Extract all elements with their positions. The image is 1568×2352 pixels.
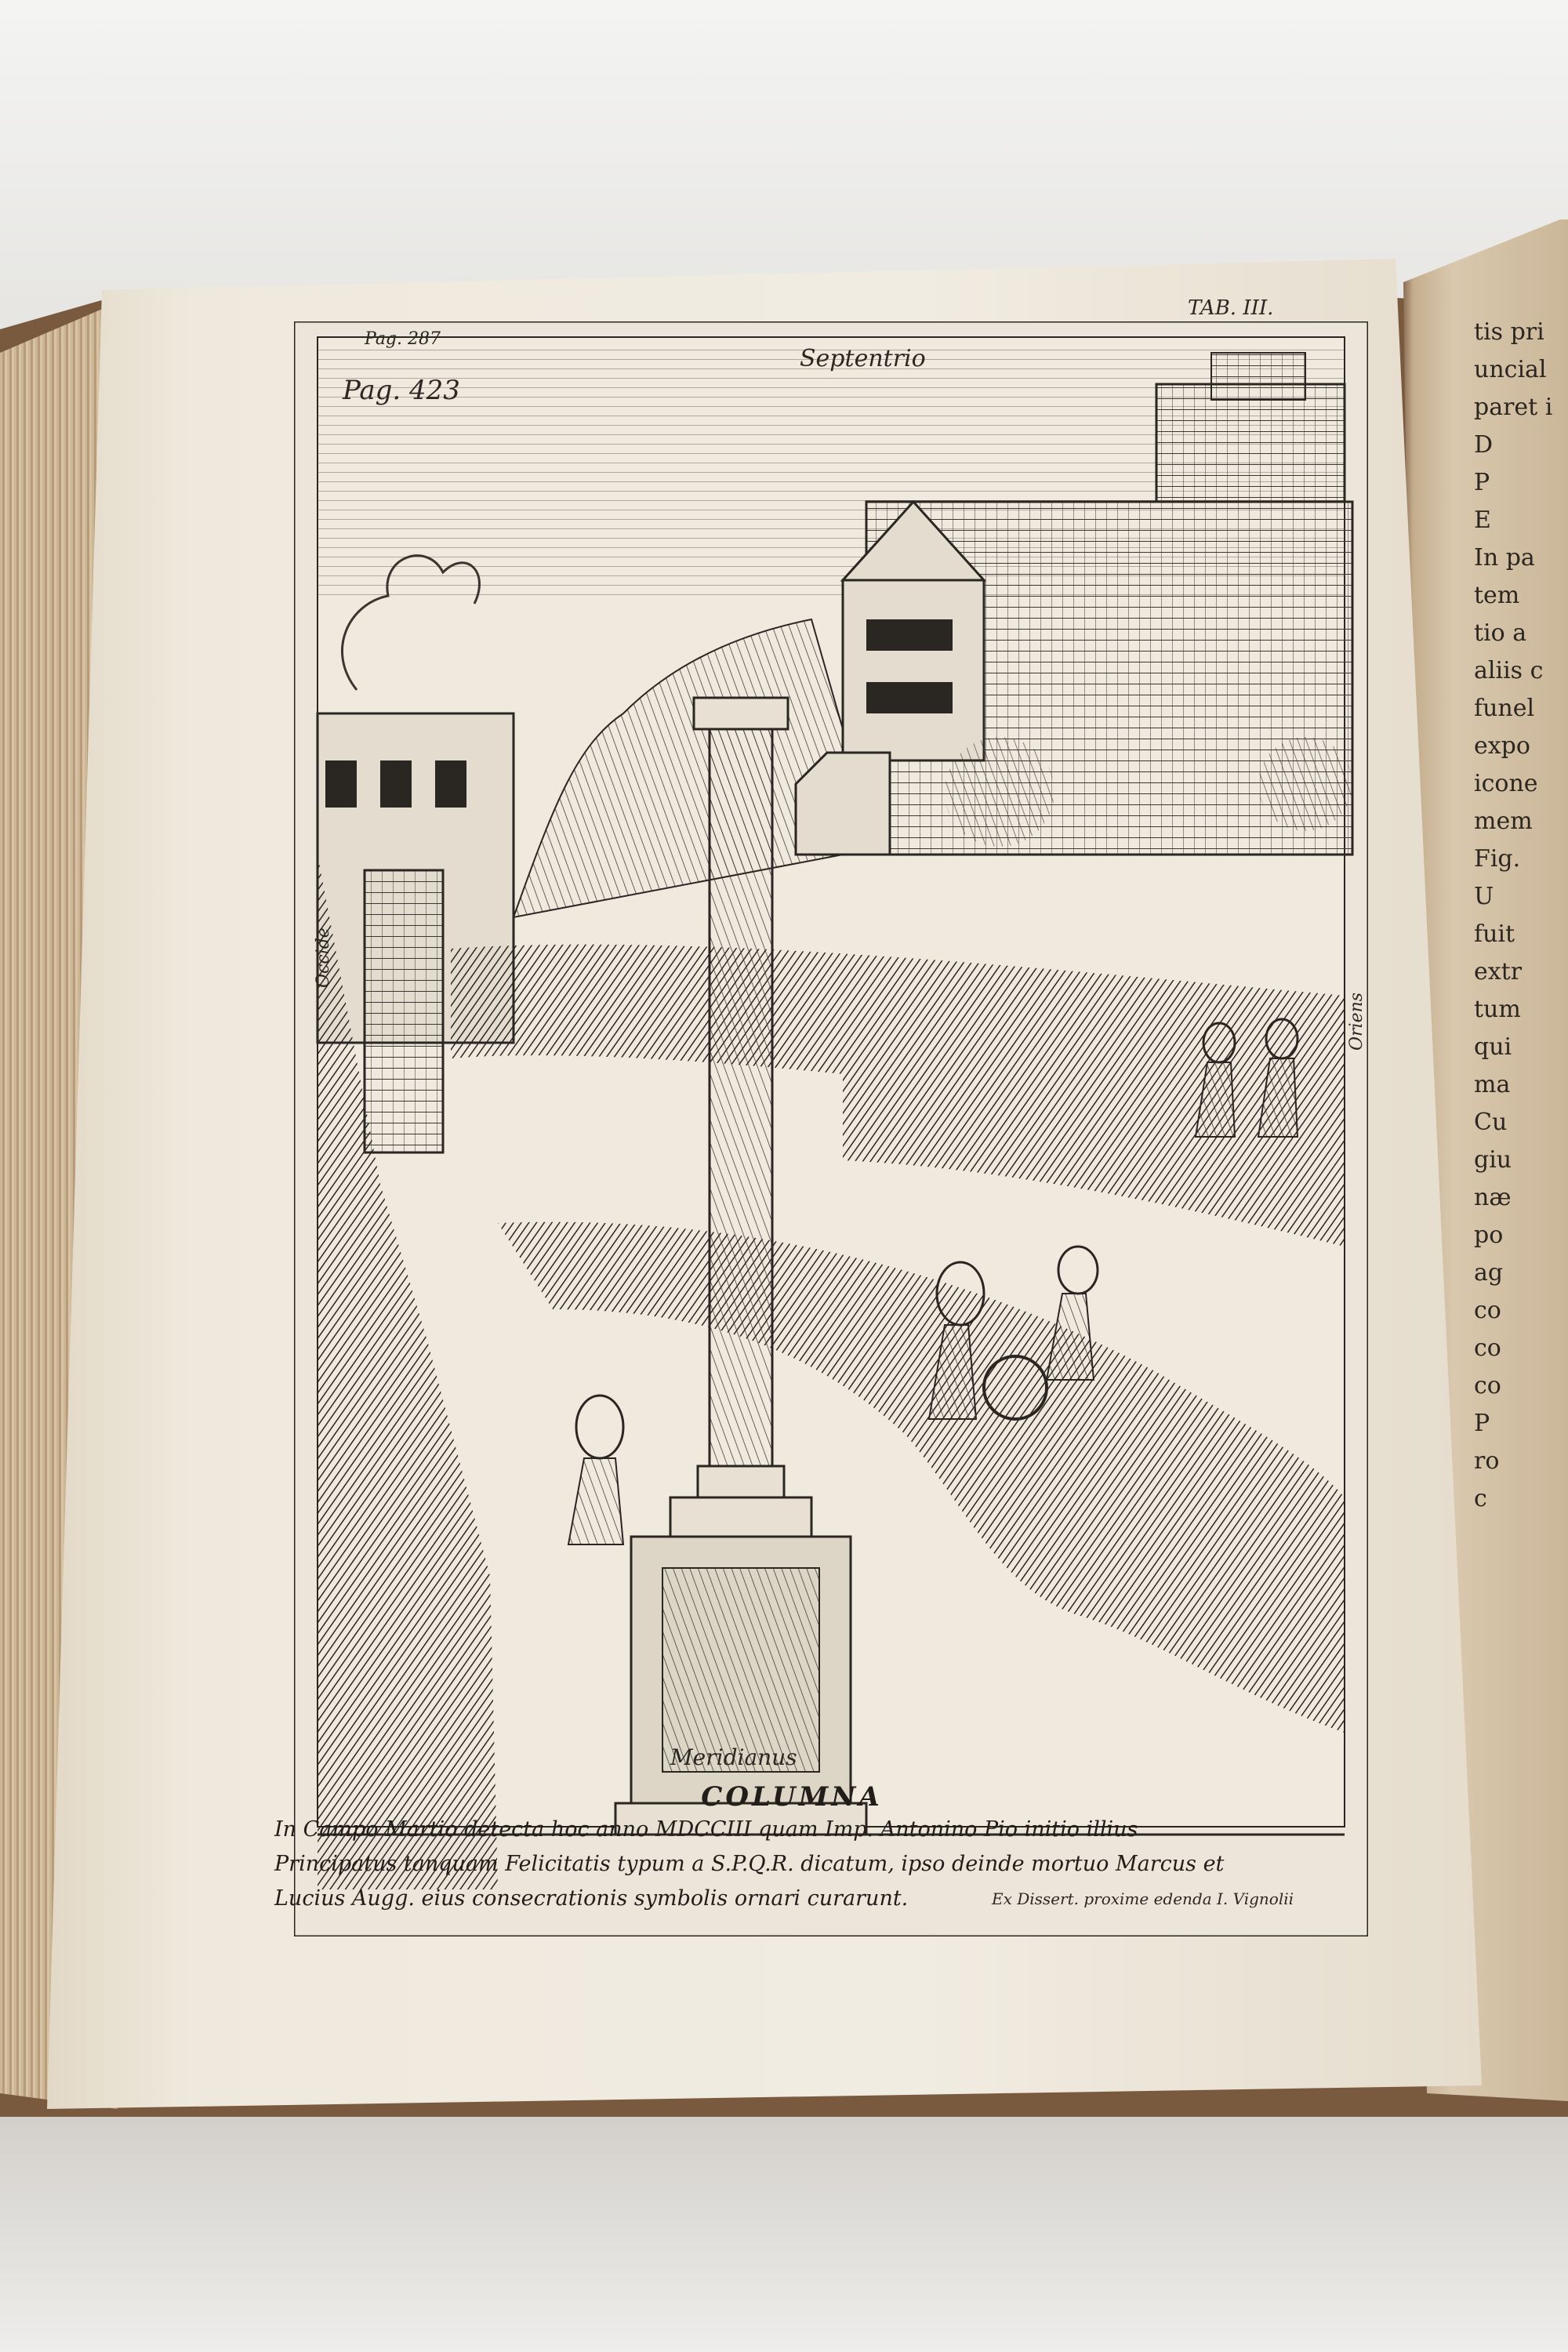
right-page-line: fuit	[1474, 920, 1515, 948]
right-page-line: U	[1474, 883, 1494, 910]
right-page-line: c	[1474, 1485, 1487, 1512]
right-page-line: tio a	[1474, 619, 1527, 647]
compass-west-label: Occide	[314, 927, 333, 988]
caption-line-1: In Campo Martio detecta hoc anno MDCCIII quam Imp. Antonino Pio initio illius	[274, 1817, 1138, 1842]
page-reference-top: Pag. 287	[365, 329, 441, 349]
right-page-line: po	[1474, 1221, 1504, 1249]
right-page-line: expo	[1474, 732, 1530, 760]
right-page-line: ag	[1474, 1259, 1504, 1287]
caption-line-3: Lucius Augg. eius consecrationis symbolis ornari curarunt.	[274, 1886, 909, 1911]
right-page-line: co	[1474, 1334, 1501, 1362]
right-page-line: funel	[1474, 695, 1535, 722]
right-page-line: D	[1474, 431, 1494, 459]
right-page-line: In pa	[1474, 544, 1535, 572]
compass-north-label: Septentrio	[800, 345, 926, 372]
right-page-line: Cu	[1474, 1109, 1508, 1136]
compass-south-label: Meridianus	[670, 1744, 797, 1770]
right-page-line: tis pri	[1474, 318, 1544, 346]
caption-title: COLUMNA	[701, 1781, 883, 1813]
right-page-line: icone	[1474, 770, 1538, 797]
right-page-line: P	[1474, 1410, 1490, 1437]
right-page-line: ma	[1474, 1071, 1511, 1098]
right-page-line: paret i	[1474, 394, 1553, 421]
right-page-line: ro	[1474, 1447, 1500, 1475]
engraving-plate	[294, 321, 1368, 1936]
right-page-line: næ	[1474, 1184, 1512, 1211]
right-page-line: mem	[1474, 808, 1533, 835]
right-page-line: extr	[1474, 958, 1523, 985]
right-page-line: P	[1474, 469, 1490, 496]
tab-label: TAB. III.	[1188, 296, 1274, 320]
right-page-line: co	[1474, 1372, 1501, 1399]
right-page-line: aliis c	[1474, 657, 1544, 684]
right-page-line: qui	[1474, 1033, 1512, 1061]
right-page-line: tem	[1474, 582, 1520, 609]
right-page-line: E	[1474, 506, 1491, 534]
engraving-illustration	[294, 321, 1368, 1936]
right-page-line: co	[1474, 1297, 1501, 1324]
right-page-text	[1474, 314, 1568, 1518]
right-page-line: tum	[1474, 996, 1521, 1023]
caption-credit: Ex Dissert. proxime edenda I. Vignolii	[992, 1889, 1294, 1908]
page-reference: Pag. 423	[343, 375, 460, 406]
compass-east-label: Oriens	[1347, 992, 1367, 1051]
right-page-line: Fig.	[1474, 845, 1521, 873]
right-page-line: uncial	[1474, 356, 1547, 383]
background-table	[0, 2085, 1568, 2352]
caption-line-2: Principatus tanquam Felicitatis typum a S.P.Q.R. dicatum, ipso deinde mortuo Marcus et	[274, 1852, 1225, 1876]
right-page-line: giu	[1474, 1146, 1512, 1174]
